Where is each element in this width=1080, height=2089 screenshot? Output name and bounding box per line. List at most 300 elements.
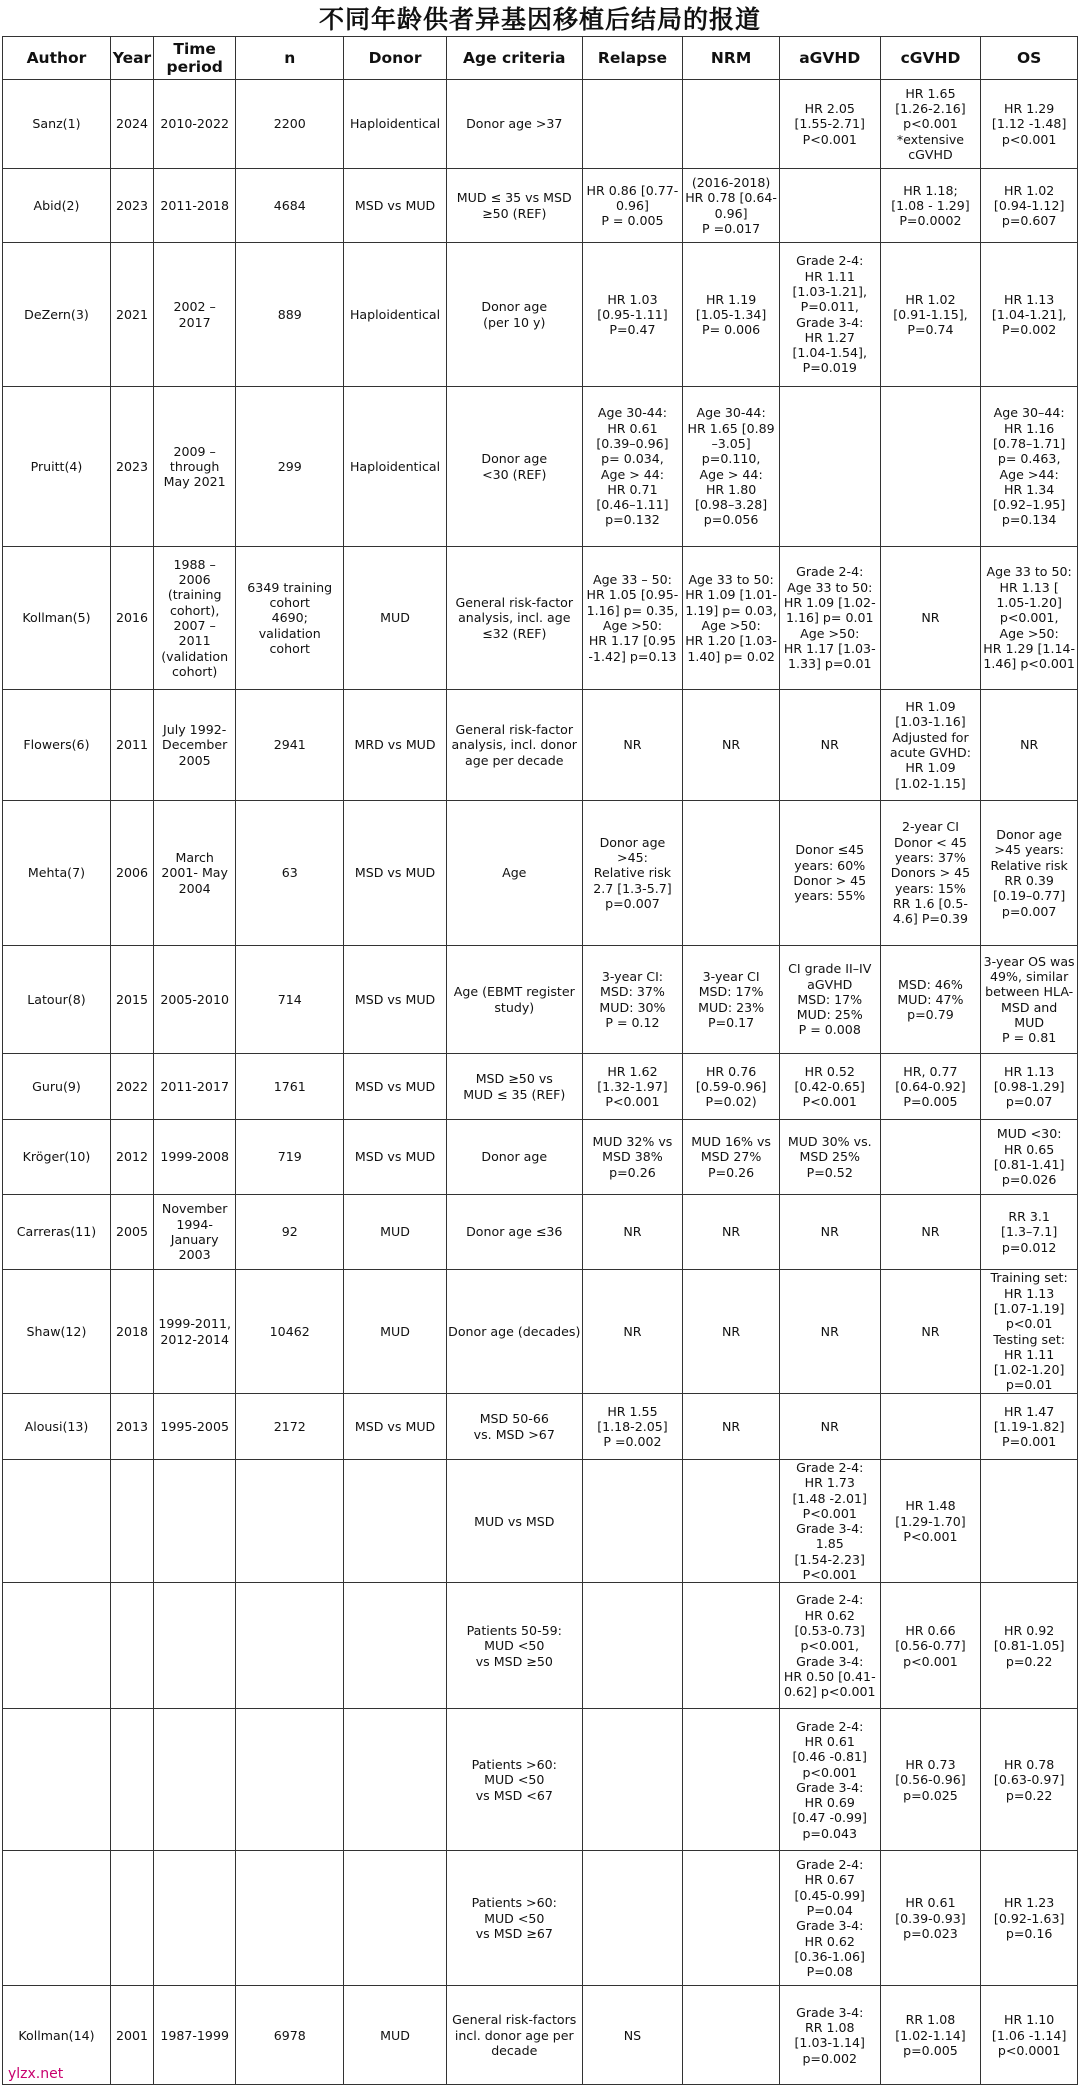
cell-relapse bbox=[582, 547, 683, 690]
cell-empty bbox=[344, 1851, 447, 1986]
cell-age bbox=[446, 1583, 582, 1709]
table-row bbox=[3, 801, 1078, 946]
cell-cgvhd bbox=[880, 1394, 981, 1460]
cell-period bbox=[154, 690, 236, 801]
cell-nrm-text: NR bbox=[722, 1323, 741, 1339]
cell-os-text: HR 1.29 [1.12 -1.48] p<0.001 bbox=[991, 101, 1067, 147]
table-row bbox=[3, 1460, 1078, 1583]
cell-author-text: Kröger(10) bbox=[22, 1149, 91, 1165]
cell-age bbox=[446, 169, 582, 243]
cell-year-text: 2023 bbox=[115, 458, 149, 474]
cell-relapse bbox=[582, 946, 683, 1054]
cell-nrm-text: NR bbox=[722, 1418, 741, 1434]
cell-relapse bbox=[582, 169, 683, 243]
cell-agvhd bbox=[779, 1054, 880, 1120]
cell-cgvhd-text: MSD: 46% MUD: 47% p=0.79 bbox=[897, 976, 964, 1023]
cell-period-text: July 1992- December 2005 bbox=[162, 722, 228, 768]
cell-agvhd bbox=[779, 1394, 880, 1460]
cell-nrm-text: 3-year CI MSD: 17% MUD: 23% P=0.17 bbox=[698, 968, 765, 1030]
col-header: aGVHD bbox=[779, 37, 880, 80]
cell-author bbox=[3, 169, 111, 243]
cell-n bbox=[236, 169, 344, 243]
cell-cgvhd bbox=[880, 1120, 981, 1195]
cell-cgvhd-text: NR bbox=[921, 1224, 940, 1240]
table-row bbox=[3, 1120, 1078, 1195]
cell-n-text: 714 bbox=[277, 991, 302, 1007]
cell-agvhd-text: Grade 2-4: HR 1.73 [1.48 -2.01] P<0.001 Grade 3-4: 1.85 [1.54-2.23] P<0.001 bbox=[792, 1460, 867, 1583]
cell-age-text: Patients >60: MUD <50 vs MSD ≥67 bbox=[471, 1895, 557, 1942]
cell-author bbox=[3, 1120, 111, 1195]
cell-os-text: Age 30–44: HR 1.16 [0.78–1.71] p= 0.463, Age >44: HR 1.34 [0.92–1.95] p=0.134 bbox=[993, 405, 1066, 528]
cell-donor-text: Haploidentical bbox=[349, 458, 441, 474]
cell-agvhd bbox=[779, 1460, 880, 1583]
cell-period bbox=[154, 243, 236, 387]
cell-age bbox=[446, 547, 582, 690]
cell-age-text: MSD 50-66 vs. MSD >67 bbox=[473, 1411, 555, 1442]
cell-nrm bbox=[683, 1851, 780, 1986]
cell-age bbox=[446, 1851, 582, 1986]
cell-age bbox=[446, 1270, 582, 1394]
cell-relapse bbox=[582, 1120, 683, 1195]
cell-relapse bbox=[582, 801, 683, 946]
cell-nrm bbox=[683, 690, 780, 801]
cell-author bbox=[3, 243, 111, 387]
cell-period bbox=[154, 946, 236, 1054]
cell-nrm-text: MUD 16% vs MSD 27% P=0.26 bbox=[691, 1134, 771, 1180]
cell-n bbox=[236, 1195, 344, 1270]
cell-agvhd-text: Grade 2-4: Age 33 to 50: HR 1.09 [1.02- 1.16] p= 0.01 Age >50: HR 1.17 [1.03- 1.33] p=0.01 bbox=[783, 564, 876, 672]
cell-os-text: HR 0.78 [0.63-0.97] p=0.22 bbox=[993, 1756, 1065, 1803]
col-header: Relapse bbox=[582, 37, 683, 80]
cell-year bbox=[110, 387, 153, 547]
cell-period bbox=[154, 1120, 236, 1195]
cell-agvhd bbox=[779, 169, 880, 243]
cell-donor bbox=[344, 547, 447, 690]
cell-empty bbox=[154, 1583, 236, 1709]
cell-nrm bbox=[683, 547, 780, 690]
cell-n-text: 2941 bbox=[273, 737, 306, 753]
cell-os-text: Donor age >45 years: Relative risk RR 0.39 [0.19–0.77] p=0.007 bbox=[990, 827, 1068, 919]
cell-os bbox=[981, 946, 1078, 1054]
cell-period-text: 2010-2022 bbox=[160, 116, 229, 132]
cell-donor bbox=[344, 387, 447, 547]
cell-period bbox=[154, 80, 236, 169]
cell-nrm bbox=[683, 387, 780, 547]
cell-n bbox=[236, 1270, 344, 1394]
cell-empty bbox=[236, 1851, 344, 1986]
cell-relapse bbox=[582, 1394, 683, 1460]
cell-author-text: Kollman(14) bbox=[18, 2027, 95, 2043]
cell-cgvhd bbox=[880, 1851, 981, 1986]
cell-os bbox=[981, 243, 1078, 387]
table-row bbox=[3, 80, 1078, 169]
cell-os-text: HR 1.13 [1.04-1.21], P=0.002 bbox=[991, 291, 1067, 338]
cell-agvhd-text: CI grade II–IV aGVHD MSD: 17% MUD: 25% P = 0.008 bbox=[788, 961, 872, 1038]
cell-agvhd bbox=[779, 243, 880, 387]
cell-age-text: MSD ≥50 vs MUD ≤ 35 (REF) bbox=[463, 1071, 566, 1102]
cell-cgvhd bbox=[880, 801, 981, 946]
cell-os bbox=[981, 690, 1078, 801]
cell-nrm-text: Age 33 to 50: HR 1.09 [1.01- 1.19] p= 0.03, Age >50: HR 1.20 [1.03- 1.40] p= 0.02 bbox=[685, 572, 777, 664]
cell-donor-text: MSD vs MUD bbox=[354, 197, 436, 213]
cell-period bbox=[154, 547, 236, 690]
cell-relapse-text: NR bbox=[623, 1323, 642, 1339]
cell-nrm bbox=[683, 243, 780, 387]
col-header: n bbox=[236, 37, 344, 80]
cell-cgvhd-text: HR 0.66 [0.56-0.77] p<0.001 bbox=[895, 1622, 966, 1669]
cell-age bbox=[446, 243, 582, 387]
cell-os-text: 3-year OS was 49%, similar between HLA- MSD and MUD P = 0.81 bbox=[983, 953, 1075, 1046]
cell-agvhd-text: HR 2.05 [1.55-2.71] P<0.001 bbox=[794, 101, 865, 147]
table-row bbox=[3, 547, 1078, 690]
cell-agvhd bbox=[779, 801, 880, 946]
cell-agvhd-text: Grade 2-4: HR 0.62 [0.53-0.73] p<0.001, Grade 3-4: HR 0.50 [0.41- 0.62] p<0.001 bbox=[783, 1592, 876, 1700]
cell-cgvhd bbox=[880, 547, 981, 690]
page-title: 不同年龄供者异基因移植后结局的报道 bbox=[318, 5, 761, 34]
cell-year-text: 2005 bbox=[115, 1224, 149, 1240]
cell-age-text: Donor age <30 (REF) bbox=[481, 451, 548, 482]
cell-age-text: General risk-factors incl. donor age per decade bbox=[452, 2012, 577, 2059]
cell-nrm bbox=[683, 80, 780, 169]
cell-os-text: Age 33 to 50: HR 1.13 [ 1.05-1.20] p<0.001, Age >50: HR 1.29 [1.14- 1.46] p<0.001 bbox=[983, 564, 1076, 672]
cell-os-text: HR 1.10 [1.06 -1.14] p<0.0001 bbox=[991, 2012, 1067, 2059]
cell-author bbox=[3, 1270, 111, 1394]
cell-n bbox=[236, 243, 344, 387]
cell-relapse-text: HR 1.55 [1.18-2.05] P =0.002 bbox=[597, 1403, 668, 1450]
cell-n bbox=[236, 1986, 344, 2085]
cell-cgvhd bbox=[880, 387, 981, 547]
cell-empty bbox=[3, 1460, 111, 1583]
cell-empty bbox=[110, 1583, 153, 1709]
cell-os bbox=[981, 1394, 1078, 1460]
cell-n bbox=[236, 1394, 344, 1460]
cell-nrm bbox=[683, 1394, 780, 1460]
cell-age-text: Age bbox=[502, 865, 527, 881]
table-row bbox=[3, 1851, 1078, 1986]
cell-n-text: 63 bbox=[281, 865, 298, 881]
cell-period bbox=[154, 1986, 236, 2085]
cell-age-text: MUD vs MSD bbox=[474, 1513, 555, 1529]
cell-os bbox=[981, 387, 1078, 547]
cell-year bbox=[110, 1270, 153, 1394]
cell-relapse bbox=[582, 1986, 683, 2085]
cell-agvhd-text: Grade 2-4: HR 1.11 [1.03-1.21], P=0.011, Grade 3-4: HR 1.27 [1.04-1.54], P=0.019 bbox=[792, 253, 867, 376]
cell-age-text: Patients >60: MUD <50 vs MSD <67 bbox=[471, 1756, 557, 1803]
cell-n-text: 10462 bbox=[269, 1323, 310, 1339]
cell-year-text: 2001 bbox=[115, 2027, 149, 2043]
cell-nrm bbox=[683, 1270, 780, 1394]
col-header: cGVHD bbox=[880, 37, 981, 80]
cell-author bbox=[3, 80, 111, 169]
cell-empty bbox=[3, 1709, 111, 1851]
cell-age bbox=[446, 801, 582, 946]
cell-nrm bbox=[683, 1986, 780, 2085]
cell-age bbox=[446, 80, 582, 169]
cell-empty bbox=[3, 1851, 111, 1986]
cell-n bbox=[236, 801, 344, 946]
cell-period-text: 1999-2008 bbox=[160, 1149, 229, 1165]
cell-relapse-text: HR 0.86 [0.77- 0.96] P = 0.005 bbox=[586, 182, 679, 229]
cell-author-text: Mehta(7) bbox=[27, 865, 85, 881]
cell-period-text: March 2001- May 2004 bbox=[161, 850, 228, 896]
cell-donor bbox=[344, 1394, 447, 1460]
cell-relapse-text: NR bbox=[623, 1224, 642, 1240]
header-row bbox=[3, 37, 1078, 80]
cell-author bbox=[3, 801, 111, 946]
cell-period-text: 1988 – 2006 (training cohort), 2007 – 2011 (validation cohort) bbox=[161, 556, 229, 679]
cell-relapse bbox=[582, 690, 683, 801]
cell-donor-text: MSD vs MUD bbox=[354, 1418, 436, 1434]
cell-empty bbox=[344, 1460, 447, 1583]
cell-author-text: Latour(8) bbox=[27, 991, 86, 1007]
cell-year bbox=[110, 80, 153, 169]
cell-age bbox=[446, 1394, 582, 1460]
cell-age-text: Donor age (decades) bbox=[448, 1323, 581, 1339]
cell-n-text: 719 bbox=[277, 1149, 302, 1165]
cell-nrm bbox=[683, 1583, 780, 1709]
cell-empty bbox=[154, 1460, 236, 1583]
cell-n bbox=[236, 1054, 344, 1120]
cell-donor-text: MSD vs MUD bbox=[354, 865, 436, 881]
cell-age bbox=[446, 946, 582, 1054]
cell-relapse bbox=[582, 1270, 683, 1394]
cell-relapse bbox=[582, 1460, 683, 1583]
cell-author-text: DeZern(3) bbox=[24, 306, 89, 322]
cell-donor-text: MSD vs MUD bbox=[354, 1149, 436, 1165]
cell-agvhd-text: NR bbox=[820, 737, 839, 753]
cell-os bbox=[981, 1460, 1078, 1583]
cell-author bbox=[3, 690, 111, 801]
cell-os bbox=[981, 1851, 1078, 1986]
cell-nrm bbox=[683, 1120, 780, 1195]
table-row bbox=[3, 946, 1078, 1054]
cell-relapse bbox=[582, 1583, 683, 1709]
cell-author bbox=[3, 946, 111, 1054]
cell-cgvhd-text: HR 1.48 [1.29-1.70] P<0.001 bbox=[895, 1498, 966, 1544]
cell-nrm-text: (2016-2018) HR 0.78 [0.64- 0.96] P =0.017 bbox=[685, 174, 777, 236]
cell-relapse-text: HR 1.62 [1.32-1.97] P<0.001 bbox=[597, 1063, 668, 1110]
cell-agvhd bbox=[779, 547, 880, 690]
cell-year bbox=[110, 690, 153, 801]
cell-donor bbox=[344, 1120, 447, 1195]
cell-cgvhd bbox=[880, 1986, 981, 2085]
cell-author-text: Carreras(11) bbox=[16, 1224, 97, 1240]
cell-agvhd bbox=[779, 1709, 880, 1851]
cell-empty bbox=[3, 1583, 111, 1709]
cell-author-text: Alousi(13) bbox=[24, 1418, 89, 1434]
cell-cgvhd bbox=[880, 1709, 981, 1851]
cell-agvhd bbox=[779, 387, 880, 547]
cell-cgvhd-text: NR bbox=[921, 1323, 940, 1339]
cell-agvhd-text: NR bbox=[820, 1224, 839, 1240]
cell-os bbox=[981, 1120, 1078, 1195]
cell-period bbox=[154, 1270, 236, 1394]
cell-os bbox=[981, 1195, 1078, 1270]
cell-os bbox=[981, 169, 1078, 243]
cell-empty bbox=[154, 1709, 236, 1851]
cell-author bbox=[3, 387, 111, 547]
cell-os bbox=[981, 1986, 1078, 2085]
cell-donor bbox=[344, 946, 447, 1054]
table-row bbox=[3, 1709, 1078, 1851]
table-row bbox=[3, 1054, 1078, 1120]
cell-os-text: NR bbox=[1020, 737, 1039, 753]
cell-donor bbox=[344, 1195, 447, 1270]
cell-age bbox=[446, 1195, 582, 1270]
cell-nrm-text: HR 0.76 [0.59-0.96] P=0.02) bbox=[695, 1063, 767, 1110]
col-header: Donor bbox=[344, 37, 447, 80]
cell-nrm bbox=[683, 1460, 780, 1583]
cell-os-text: HR 1.13 [0.98-1.29] p=0.07 bbox=[993, 1063, 1065, 1110]
cell-year-text: 2023 bbox=[115, 197, 149, 213]
cell-author bbox=[3, 547, 111, 690]
cell-period bbox=[154, 169, 236, 243]
cell-donor-text: MUD bbox=[380, 1323, 410, 1339]
cell-period bbox=[154, 387, 236, 547]
cell-author-text: Shaw(12) bbox=[26, 1323, 87, 1339]
cell-empty bbox=[236, 1709, 344, 1851]
table-row bbox=[3, 690, 1078, 801]
cell-age bbox=[446, 1709, 582, 1851]
cell-year-text: 2018 bbox=[115, 1323, 149, 1339]
cell-year bbox=[110, 801, 153, 946]
cell-donor-text: MSD vs MUD bbox=[354, 991, 436, 1007]
cell-cgvhd-text: HR 1.02 [0.91-1.15], P=0.74 bbox=[893, 291, 968, 338]
cell-agvhd bbox=[779, 1270, 880, 1394]
cell-age-text: General risk-factor analysis, incl. donor age per decade bbox=[451, 722, 577, 768]
cell-year bbox=[110, 1195, 153, 1270]
cell-agvhd bbox=[779, 946, 880, 1054]
cell-nrm-text: NR bbox=[722, 737, 741, 753]
cell-year-text: 2016 bbox=[115, 610, 149, 626]
cell-author-text: Guru(9) bbox=[32, 1078, 81, 1094]
cell-age bbox=[446, 1120, 582, 1195]
cell-year-text: 2022 bbox=[115, 1078, 149, 1094]
cell-author-text: Flowers(6) bbox=[23, 737, 90, 753]
cell-period-text: 2011-2018 bbox=[160, 197, 229, 213]
cell-donor-text: Haploidentical bbox=[349, 306, 441, 322]
cell-cgvhd bbox=[880, 1270, 981, 1394]
cell-period-text: 2009 – through May 2021 bbox=[163, 443, 226, 490]
col-header: NRM bbox=[683, 37, 780, 80]
cell-relapse bbox=[582, 1709, 683, 1851]
cell-n bbox=[236, 80, 344, 169]
cell-n bbox=[236, 547, 344, 690]
cell-agvhd bbox=[779, 1195, 880, 1270]
cell-year-text: 2006 bbox=[115, 865, 149, 881]
cell-age-text: Age (EBMT register study) bbox=[453, 984, 575, 1015]
results-table bbox=[2, 36, 1078, 2085]
cell-agvhd bbox=[779, 690, 880, 801]
cell-empty bbox=[110, 1460, 153, 1583]
cell-cgvhd-text: HR 0.73 [0.56-0.96] p=0.025 bbox=[895, 1756, 966, 1803]
cell-period-text: 1987-1999 bbox=[160, 2027, 229, 2043]
cell-relapse-text: Age 33 – 50: HR 1.05 [0.95- 1.16] p= 0.35, Age >50: HR 1.17 [0.95 -1.42] p=0.13 bbox=[586, 572, 679, 664]
cell-period bbox=[154, 1394, 236, 1460]
cell-donor bbox=[344, 80, 447, 169]
cell-donor-text: MSD vs MUD bbox=[354, 1078, 436, 1094]
cell-os bbox=[981, 1583, 1078, 1709]
table-row bbox=[3, 1583, 1078, 1709]
cell-nrm bbox=[683, 1195, 780, 1270]
cell-age bbox=[446, 1986, 582, 2085]
cell-year bbox=[110, 1394, 153, 1460]
table-row bbox=[3, 1394, 1078, 1460]
cell-period-text: 2002 – 2017 bbox=[173, 299, 216, 330]
cell-os-text: RR 3.1 [1.3–7.1] p=0.012 bbox=[1001, 1209, 1058, 1255]
cell-agvhd-text: MUD 30% vs. MSD 25% P=0.52 bbox=[787, 1134, 872, 1180]
cell-year-text: 2012 bbox=[115, 1149, 149, 1165]
cell-period-text: 1999-2011, 2012-2014 bbox=[158, 1316, 231, 1347]
cell-year bbox=[110, 1120, 153, 1195]
cell-cgvhd-text: HR 0.61 [0.39-0.93] p=0.023 bbox=[895, 1895, 966, 1942]
cell-cgvhd-text: 2-year CI Donor < 45 years: 37% Donors > 45 years: 15% RR 1.6 [0.5- 4.6] P=0.39 bbox=[890, 819, 971, 927]
cell-nrm bbox=[683, 801, 780, 946]
cell-os bbox=[981, 1270, 1078, 1394]
cell-relapse bbox=[582, 1054, 683, 1120]
cell-os bbox=[981, 80, 1078, 169]
cell-n-text: 2200 bbox=[273, 116, 306, 132]
cell-year-text: 2015 bbox=[115, 991, 149, 1007]
cell-nrm-text: HR 1.19 [1.05-1.34] P= 0.006 bbox=[695, 291, 767, 338]
cell-cgvhd bbox=[880, 1583, 981, 1709]
cell-cgvhd bbox=[880, 1460, 981, 1583]
cell-period bbox=[154, 1195, 236, 1270]
cell-cgvhd bbox=[880, 243, 981, 387]
cell-os-text: Training set: HR 1.13 [1.07-1.19] p<0.01 Testing set: HR 1.11 [1.02-1.20] p=0.01 bbox=[990, 1270, 1068, 1393]
cell-empty bbox=[236, 1460, 344, 1583]
cell-agvhd bbox=[779, 1120, 880, 1195]
cell-n-text: 6349 training cohort 4690; validation cohort bbox=[247, 579, 333, 656]
cell-author-text: Sanz(1) bbox=[32, 116, 81, 132]
cell-relapse bbox=[582, 1195, 683, 1270]
cell-agvhd-text: NR bbox=[820, 1323, 839, 1339]
cell-donor bbox=[344, 243, 447, 387]
cell-cgvhd bbox=[880, 1054, 981, 1120]
cell-empty bbox=[110, 1709, 153, 1851]
cell-author bbox=[3, 1054, 111, 1120]
cell-cgvhd bbox=[880, 690, 981, 801]
cell-nrm-text: NR bbox=[722, 1224, 741, 1240]
cell-author-text: Kollman(5) bbox=[22, 610, 91, 626]
cell-cgvhd bbox=[880, 946, 981, 1054]
table-row bbox=[3, 1986, 1078, 2085]
cell-year bbox=[110, 243, 153, 387]
table-row bbox=[3, 243, 1078, 387]
cell-year bbox=[110, 169, 153, 243]
cell-os-text: HR 1.23 [0.92-1.63] p=0.16 bbox=[993, 1895, 1065, 1942]
table-row bbox=[3, 169, 1078, 243]
cell-cgvhd-text: HR 1.65 [1.26-2.16] p<0.001 *extensive cGVHD bbox=[895, 85, 966, 162]
cell-n bbox=[236, 1120, 344, 1195]
cell-donor-text: MUD bbox=[380, 2027, 410, 2043]
cell-relapse-text: NR bbox=[623, 737, 642, 753]
cell-year bbox=[110, 946, 153, 1054]
cell-relapse bbox=[582, 387, 683, 547]
cell-donor bbox=[344, 801, 447, 946]
cell-os-text: HR 1.47 [1.19-1.82] P=0.001 bbox=[993, 1403, 1065, 1450]
cell-cgvhd bbox=[880, 1195, 981, 1270]
cell-author-text: Abid(2) bbox=[33, 197, 80, 213]
cell-empty bbox=[154, 1851, 236, 1986]
cell-agvhd bbox=[779, 1583, 880, 1709]
cell-os bbox=[981, 547, 1078, 690]
cell-cgvhd-text: HR, 0.77 [0.64-0.92] P=0.005 bbox=[895, 1063, 966, 1110]
cell-cgvhd bbox=[880, 80, 981, 169]
table-row bbox=[3, 387, 1078, 547]
cell-donor-text: MUD bbox=[380, 1224, 410, 1240]
cell-donor-text: MRD vs MUD bbox=[354, 737, 436, 753]
